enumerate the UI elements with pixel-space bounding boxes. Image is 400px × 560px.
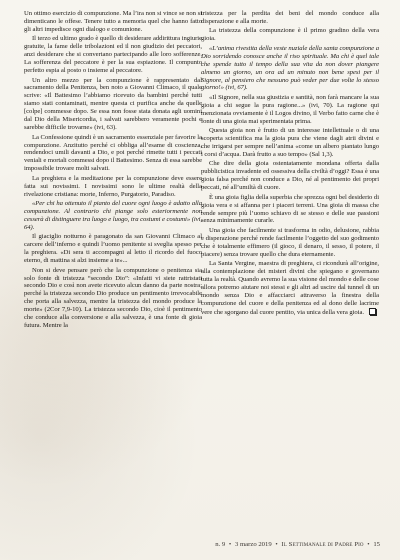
paragraph: Una gioia che facilmente si trasforma in odio, delusione, rabbia e disperazione perché rende facilmente l’oggetto del suo godimento che è totalmente effimero (il gioco, il denaro, il sesso, il potere, il piacere) senza trovare quello che dura eternamente. bbox=[201, 226, 379, 258]
paragraph: Questa gioia non è frutto di un interesse intellettuale o di una scoperta scientifica ma la gioia pura che viene dagli atrii divini e che irrigarsi per sempre nell’anima «come un albero piantato lungo i corsi d’acqua. Darà frutto a suo tempo» (Sal 1,3). bbox=[201, 127, 379, 158]
page-number: 15 bbox=[373, 541, 380, 548]
paragraph bbox=[201, 260, 379, 317]
end-of-article-icon bbox=[369, 308, 376, 315]
page-footer bbox=[200, 541, 380, 549]
magazine-name: Il Settimanale di Padre Pio bbox=[281, 541, 364, 548]
paragraph: La preghiera e la meditazione per la compunzione deve essere fatta sui novissimi. I novissimi sono le ultime realtà della rivelazione cristiana: morte, Inferno, Purgatorio, Paradiso. bbox=[24, 174, 202, 198]
paragraph: La Confessione quindi è un sacramento essenziale per favorire la compunzione. Anzitutto perché ci obbliga all’esame di coscienza, rendendoci umili davanti a Dio, e poi perché rimette tutti i peccati veniali e mortali commessi dopo il Battesimo. Senza di essa sarebbe impossibile trovare molti salvati. bbox=[24, 133, 202, 173]
separator-dot-icon: • bbox=[367, 541, 370, 548]
right-column bbox=[201, 10, 379, 318]
issue-date: 3 marzo 2019 bbox=[234, 541, 272, 548]
paragraph: Il terzo ed ultimo grado è quello di desiderare addirittura ingiurie gratuite, la fame delle tribolazioni ed il non giudizio dei peccatori, anzi desiderare che si convertano partecipando alle loro sofferenze. La sofferenza del peccatore è per la sua espiazione. Il compunto perfetto espia al posto o insieme al peccatore. bbox=[24, 35, 202, 75]
issue-number: n. 9 bbox=[215, 541, 226, 548]
paragraph: È una gioia figlia della superbia che sprezza ogni bel desiderio di gioia vera e si affanna per i piaceri terreni. Una gioia di massa che rende sempre più l’uomo schiavo di se stesso e delle sue passioni senza minimamente curarle. bbox=[201, 193, 379, 225]
separator-dot-icon: • bbox=[228, 541, 232, 548]
paragraph: La tristezza della compunzione è il primo gradino della vera gioia. bbox=[201, 27, 379, 43]
paragraph: Non si deve pensare però che la compunzione o penitenza sia solo fonte di tristezza “secondo Dio”: «Infatti vi siete rattristati secondo Dio e così non avete ricevuto alcun danno da parte nostra; perché la tristezza secondo Dio produce un pentimento irrevocabile che porta alla salvezza, mentre la tristezza del mondo produce la morte» (2Cor 7,9-10). La tristezza secondo Dio, cioè il pentimento che conduce alla conversione e alla salvezza, è una fonte di gioia futura. Mentre la bbox=[24, 266, 202, 330]
paragraph: «Il Signore, nella sua giustizia e santità, non farà mancare la sua gioia a chi segue la pura ragione...» (ivi, 70). La ragione qui menzionata ovviamente è il Logos divino, il Verbo fatto carne che è fonte di una gioia mai sperimentata prima. bbox=[201, 93, 379, 125]
paragraph: Un altro mezzo per la compunzione è rappresentato dal sacramento della Penitenza, ben noto a Giovanni Climaco, il quale scrive: «Il Battesimo l’abbiamo ricevuto da bambini perché tutti siamo stati contaminati, mentre questa ci purifica anche da quelle [colpe] commesse dopo. Se essa non fosse stata donata agli uomini dal Dio della Misericordia, i salvati sarebbero veramente pochi e sarebbe difficile trovarne» (ivi, 63). bbox=[24, 76, 202, 132]
paragraph: Che dire della gioia ostentatamente mondana offerta dalla pubblicistica invadente ed ossessiva della civiltà d’oggi? Essa è una gioia falsa perché non conduce a Dio, né al pentimento dei propri peccati, né all’umiltà di cuore. bbox=[201, 160, 379, 192]
paragraph: Un ottimo esercizio di compunzione. Ma l’ira non si vince se non si dimenticano le offese. Tenere tutto a memoria quel che hanno fatto gli altri impedisce ogni dialogo e comunione. bbox=[24, 10, 202, 33]
paragraph-text: La Santa Vergine, maestra di preghiera, ci ricondurà all’origine, alla contemplazione dei misteri divini che spiegano e governano tutta la realtà. Quando avremo la sua visione del mondo e delle cose allora potremo aiutare noi stessi e gli altri ad uscire dal tunnel di un mondo senza Dio e affacciarci attraverso la finestra della compunzione del cuore e della penitenza ed al dono delle lacrime vere che sgorgano dal cuore pentito, via unica della vera gioia. bbox=[201, 260, 379, 316]
paragraph: tristezza per la perdita dei beni del mondo conduce alla disperazione e alla morte. bbox=[201, 10, 379, 25]
separator-dot-icon: • bbox=[275, 541, 278, 548]
quote-paragraph: «Per chi ha ottenuto il pianto del cuore ogni luogo è adatto alla compunzione. Al contrario chi piange solo esteriormente non cesserà di distinguere tra luogo e luogo, tra costumi e costumi» (ivi, 64). bbox=[24, 200, 202, 231]
paragraph: Il giaciglio notturno è paragonato da san Giovanni Climaco al carcere dell’inferno e quindi l’uomo penitente si sveglia spesso per la preghiera. «Di sera ti accompagni al letto il ricordo del fuoco eterno, di mattina si alzi insieme a te»... bbox=[24, 233, 202, 265]
left-column bbox=[24, 10, 202, 332]
quote-paragraph: «L’anima rivestita della veste nuziale della santa compunzione a Dio sorridendo conosce anche il riso spirituale. Ma chi è quel tale che spende tutto il tempo della sua vita da non dover piangere almeno un giorno, un ora ad un minuto non bene spesi per il Signore, al pensiero che nessuno può veder per due volte lo stesso giorno!» (ivi, 67). bbox=[201, 44, 379, 92]
